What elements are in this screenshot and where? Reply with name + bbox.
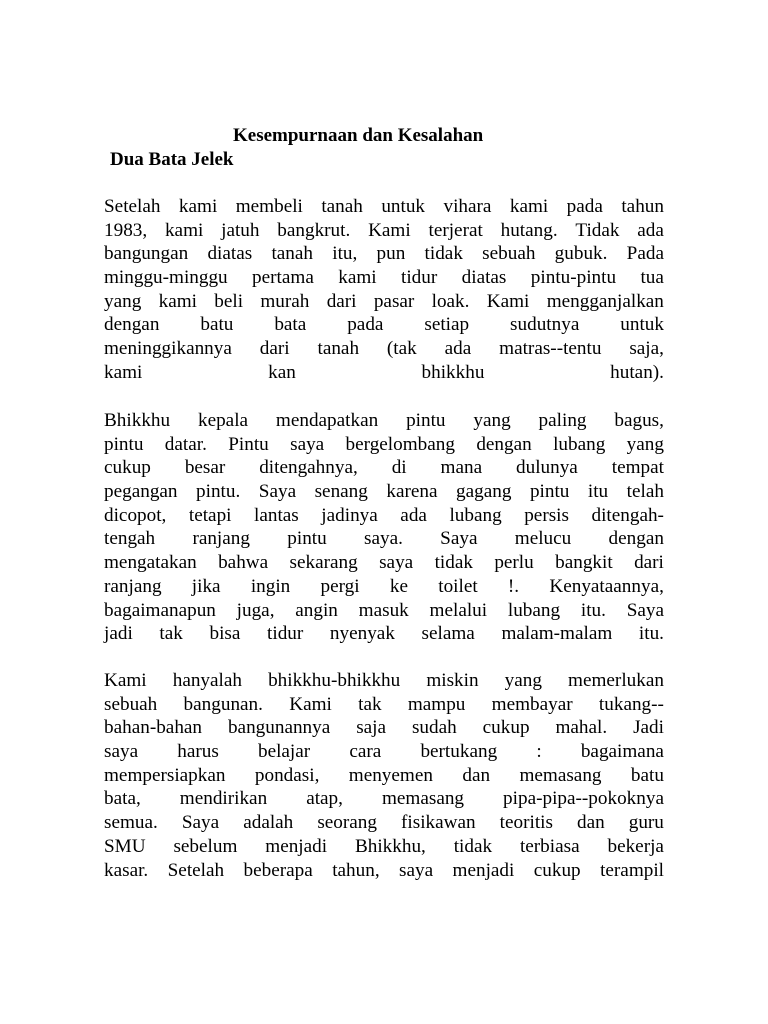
text-line: sebuah bangunan. Kami tak mampu membayar tukang-- <box>104 693 664 715</box>
text-line: Bhikkhu kepala mendapatkan pintu yang paling bagus, <box>104 410 664 431</box>
text-line: Kami hanyalah bhikkhu-bhikkhu miskin yang memerlukan <box>104 670 664 691</box>
paragraph-3 <box>104 669 664 882</box>
text-line: bagaimanapun juga, angin masuk melalui lubang itu. Saya <box>104 599 664 621</box>
page-title: Kesempurnaan dan Kesalahan <box>233 125 484 146</box>
text-line: pegangan pintu. Saya senang karena gagang pintu itu telah <box>104 481 664 503</box>
section-heading: Dua Bata Jelek <box>110 149 234 170</box>
text-line: bahan-bahan bangunannya saja sudah cukup mahal. Jadi <box>104 717 664 739</box>
text-line: meninggikannya dari tanah (tak ada matras--tentu saja, <box>104 338 664 360</box>
text-line: jadi tak bisa tidur nyenyak selama malam-malam itu. <box>104 623 664 645</box>
text-line: dicopot, tetapi lantas jadinya ada lubang persis ditengah- <box>104 504 664 526</box>
text-line: mempersiapkan pondasi, menyemen dan memasang batu <box>104 764 664 786</box>
text-line: bangungan diatas tanah itu, pun tidak sebuah gubuk. Pada <box>104 243 664 265</box>
text-line: 1983, kami jatuh bangkrut. Kami terjerat hutang. Tidak ada <box>104 219 664 241</box>
text-line: kasar. Setelah beberapa tahun, saya menjadi cukup terampil <box>104 859 664 881</box>
paragraph-2 <box>104 409 664 646</box>
text-line: yang kami beli murah dari pasar loak. Kami mengganjalkan <box>104 290 664 312</box>
text-line: SMU sebelum menjadi Bhikkhu, tidak terbiasa bekerja <box>104 835 664 857</box>
text-line: mengatakan bahwa sekarang saya tidak perlu bangkit dari <box>104 552 664 574</box>
text-line: cukup besar ditengahnya, di mana dulunya tempat <box>104 457 664 479</box>
text-line: bata, mendirikan atap, memasang pipa-pipa--pokoknya <box>104 788 664 810</box>
text-line: kami kan bhikkhu hutan). <box>104 361 664 383</box>
text-line: saya harus belajar cara bertukang : bagaimana <box>104 741 664 763</box>
text-line: dengan batu bata pada setiap sudutnya untuk <box>104 314 664 336</box>
text-line: Setelah kami membeli tanah untuk vihara kami pada tahun <box>104 196 664 217</box>
text-line: tengah ranjang pintu saya. Saya melucu dengan <box>104 528 664 550</box>
paragraph-1 <box>104 195 664 385</box>
text-line: pintu datar. Pintu saya bergelombang dengan lubang yang <box>104 433 664 455</box>
text-line: ranjang jika ingin pergi ke toilet !. Kenyataannya, <box>104 575 664 597</box>
text-line: minggu-minggu pertama kami tidur diatas pintu-pintu tua <box>104 267 664 289</box>
text-line: semua. Saya adalah seorang fisikawan teoritis dan guru <box>104 812 664 834</box>
